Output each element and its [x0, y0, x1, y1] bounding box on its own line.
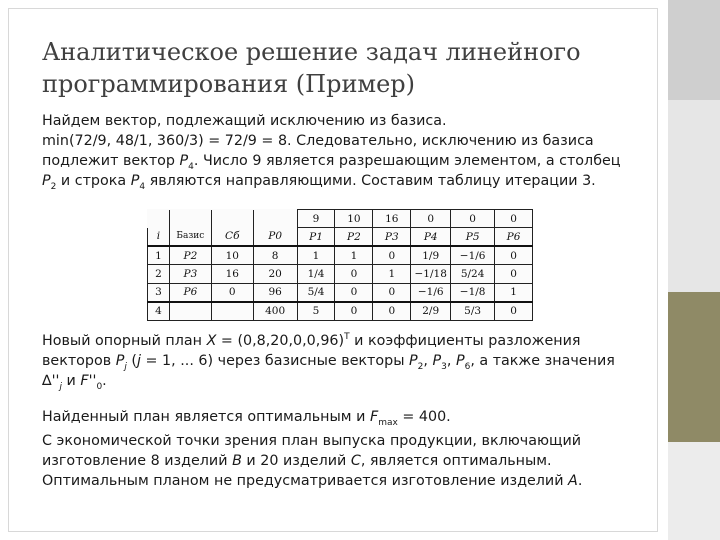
table-cell: −1/6: [411, 283, 451, 302]
table-cell: 0: [495, 265, 533, 283]
table-cell: 0: [373, 283, 411, 302]
table-cell: 16: [373, 210, 411, 228]
table-cell: 0: [411, 210, 451, 228]
iteration-table: [147, 209, 533, 321]
table-cell: 0: [451, 210, 495, 228]
table-cell: 16: [211, 265, 253, 283]
table-row: [148, 246, 533, 265]
table-header-cell: P3: [373, 228, 411, 247]
table-cell: 5/3: [451, 302, 495, 321]
paragraph-new-plan: [42, 331, 642, 391]
table-cell: 0: [373, 302, 411, 321]
slide-title: Аналитическое решение задач линейного программирования (Пример): [42, 38, 581, 98]
side-bar-bottom-band: [668, 442, 720, 540]
table-cell: −1/18: [411, 265, 451, 283]
table-costs-row: [148, 210, 533, 228]
text-line: Найденный план является оптимальным и $F_{max} = 400$.: [42, 409, 451, 428]
table-cell: 10: [335, 210, 373, 228]
text-line: Найдем вектор, подлежащий исключению из базиса.: [42, 113, 447, 129]
text-line: изготовление 8 изделий В и 20 изделий С, является оптимальным.: [42, 453, 552, 469]
table-cell: [211, 302, 253, 321]
text-line: $P_2$ и строка $P_4$ являются направляющими. Составим таблицу итерации 3.: [42, 173, 596, 192]
table-cell: 0: [335, 265, 373, 283]
table-cell: P6: [169, 283, 211, 302]
table-cell: 400: [253, 302, 297, 321]
table-cell: 1: [148, 246, 170, 265]
table-cell: 2: [148, 265, 170, 283]
table-cell: 5: [297, 302, 335, 321]
table-cell: [169, 302, 211, 321]
table-cell: P3: [169, 265, 211, 283]
table-cell: 3: [148, 283, 170, 302]
table-cell: 5/4: [297, 283, 335, 302]
paragraph-optimal: [42, 407, 642, 427]
table-cell: −1/8: [451, 283, 495, 302]
text-line: Оптимальным планом не предусматривается изготовление изделий А.: [42, 473, 583, 489]
table-cell: 5/24: [451, 265, 495, 283]
text-line: С экономической точки зрения план выпуска продукции, включающий: [42, 433, 582, 449]
table-cell: 0: [495, 246, 533, 265]
table-cell: 0: [495, 302, 533, 321]
table-cell: 4: [148, 302, 170, 321]
table-cell: 0: [211, 283, 253, 302]
table-cell: 1: [373, 265, 411, 283]
paragraph-economic: [42, 431, 642, 491]
table-cell: 9: [297, 210, 335, 228]
table-row: [148, 283, 533, 302]
table-header-cell: P2: [335, 228, 373, 247]
text-line: $\Delta''_j$ и $F''_0$.: [42, 373, 107, 392]
paragraph-find-vector: [42, 111, 642, 191]
table-row: [148, 265, 533, 283]
table-header-cell: P5: [451, 228, 495, 247]
table-cell: 8: [253, 246, 297, 265]
table-header-cell: Cб: [211, 228, 253, 247]
table-cell: 1/4: [297, 265, 335, 283]
table-header-cell: P0: [253, 228, 297, 247]
table-cell: 1: [495, 283, 533, 302]
table-header-cell: Базис: [169, 228, 211, 247]
side-bar-top-band: [668, 0, 720, 100]
table-cell: 1: [297, 246, 335, 265]
table-cell: 0: [335, 283, 373, 302]
iteration-table-image: [147, 209, 533, 321]
table-cell: 0: [495, 210, 533, 228]
table-cell: 1: [335, 246, 373, 265]
table-cell: 0: [373, 246, 411, 265]
table-cell: P2: [169, 246, 211, 265]
text-line: векторов $P_j$ (j = 1, ... 6) через базисные векторы $P_2$, $P_3$, $P_6$, а также значения: [42, 353, 615, 372]
table-cell: 1/9: [411, 246, 451, 265]
table-header-cell: P4: [411, 228, 451, 247]
side-bar-olive-band: [668, 292, 720, 442]
text-line: min(72/9, 48/1, 360/3) = 72/9 = 8. Следовательно, исключению из базиса: [42, 133, 594, 149]
text-line: подлежит вектор $P_4$. Число 9 является разрешающим элементом, а столбец: [42, 153, 621, 172]
table-cell: 96: [253, 283, 297, 302]
table-header-cell: i: [148, 228, 170, 247]
table-cell: 0: [335, 302, 373, 321]
table-header-row: [148, 228, 533, 247]
table-row: [148, 302, 533, 321]
table-cell: 10: [211, 246, 253, 265]
text-line: Новый опорный план $X = (0,8,20,0,0,96)^T$ и коэффициенты разложения: [42, 332, 581, 349]
table-cell: 20: [253, 265, 297, 283]
table-header-cell: P6: [495, 228, 533, 247]
decorative-side-bar: [668, 0, 720, 540]
table-header-cell: P1: [297, 228, 335, 247]
table-cell: 2/9: [411, 302, 451, 321]
table-cell: −1/6: [451, 246, 495, 265]
